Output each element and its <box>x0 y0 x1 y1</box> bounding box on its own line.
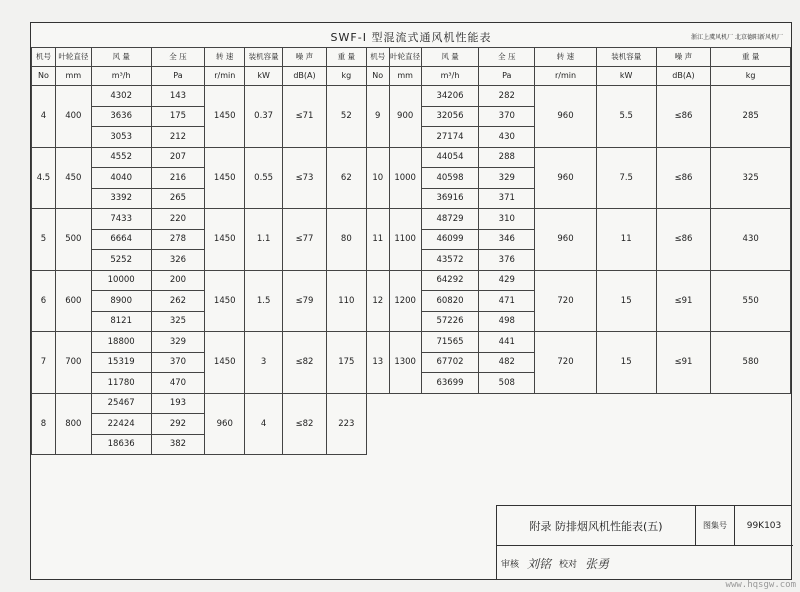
unit-noise-r: dB(A) <box>656 67 711 86</box>
fan-number: 4 <box>32 86 56 148</box>
pressure-value: 382 <box>151 434 205 455</box>
speed-value: 960 <box>535 209 597 271</box>
unit-row <box>32 67 791 86</box>
col-speed: 转 速 <box>205 48 245 67</box>
weight-value: 285 <box>711 86 791 148</box>
weight-value: 62 <box>326 147 366 209</box>
airflow-value: 64292 <box>421 270 479 291</box>
weight-value: 52 <box>326 86 366 148</box>
impeller-diameter: 450 <box>55 147 91 209</box>
manufacturer-note: 浙江上虞风机厂 北京德阳新风机厂 <box>691 34 783 41</box>
atlas-code: 99K103 <box>746 520 782 531</box>
col-model-r: 机号 <box>366 48 389 67</box>
airflow-value: 67702 <box>421 352 479 373</box>
power-value: 7.5 <box>596 147 656 209</box>
unit-weight: kg <box>326 67 366 86</box>
airflow-value: 60820 <box>421 291 479 312</box>
fan-number: 5 <box>32 209 56 271</box>
table-row <box>32 147 791 168</box>
impeller-diameter: 1100 <box>389 209 421 271</box>
impeller-diameter: 800 <box>55 393 91 455</box>
power-value: 3 <box>245 332 283 394</box>
airflow-value: 6664 <box>91 229 151 250</box>
pressure-value: 470 <box>151 373 205 394</box>
pressure-value: 376 <box>479 250 535 271</box>
col-noise: 噪 声 <box>283 48 327 67</box>
weight-value: 175 <box>326 332 366 394</box>
pressure-value: 325 <box>151 311 205 332</box>
title-block <box>496 505 792 580</box>
noise-value: ≤79 <box>283 270 327 332</box>
pressure-value: 508 <box>479 373 535 394</box>
speed-value: 720 <box>535 270 597 332</box>
pressure-value: 265 <box>151 188 205 209</box>
airflow-value: 4040 <box>91 168 151 189</box>
col-speed-r: 转 速 <box>535 48 597 67</box>
table-row <box>32 209 791 230</box>
pressure-value: 326 <box>151 250 205 271</box>
airflow-value: 57226 <box>421 311 479 332</box>
fan-number: 11 <box>366 209 389 271</box>
weight-value: 325 <box>711 147 791 209</box>
fan-number: 9 <box>366 86 389 148</box>
col-weight: 重 量 <box>326 48 366 67</box>
airflow-value: 3053 <box>91 127 151 148</box>
col-power-r: 装机容量 <box>596 48 656 67</box>
table-row <box>32 332 791 353</box>
unit-press: Pa <box>151 67 205 86</box>
fan-number: 6 <box>32 270 56 332</box>
airflow-value: 4302 <box>91 86 151 107</box>
check-label: 校对 <box>559 560 578 570</box>
airflow-value: 10000 <box>91 270 151 291</box>
airflow-value: 8900 <box>91 291 151 312</box>
airflow-value: 34206 <box>421 86 479 107</box>
pressure-value: 329 <box>151 332 205 353</box>
airflow-value: 40598 <box>421 168 479 189</box>
unit-model: No <box>32 67 56 86</box>
airflow-value: 22424 <box>91 414 151 435</box>
pressure-value: 207 <box>151 147 205 168</box>
fan-number: 10 <box>366 147 389 209</box>
unit-model-r: No <box>366 67 389 86</box>
pressure-value: 200 <box>151 270 205 291</box>
fan-number: 8 <box>32 393 56 455</box>
fan-number: 4.5 <box>32 147 56 209</box>
review-signature: 刘铭 <box>527 557 552 571</box>
power-value: 4 <box>245 393 283 455</box>
table-row <box>32 270 791 291</box>
col-dia-r: 叶轮直径 <box>389 48 421 67</box>
pressure-value: 216 <box>151 168 205 189</box>
airflow-value: 32056 <box>421 106 479 127</box>
impeller-diameter: 1300 <box>389 332 421 394</box>
speed-value: 960 <box>535 86 597 148</box>
impeller-diameter: 400 <box>55 86 91 148</box>
airflow-value: 18636 <box>91 434 151 455</box>
pressure-value: 471 <box>479 291 535 312</box>
pressure-value: 292 <box>151 414 205 435</box>
unit-power: kW <box>245 67 283 86</box>
airflow-value: 25467 <box>91 393 151 414</box>
pressure-value: 288 <box>479 147 535 168</box>
noise-value: ≤86 <box>656 209 711 271</box>
speed-value: 960 <box>535 147 597 209</box>
airflow-value: 18800 <box>91 332 151 353</box>
col-flow-r: 风 量 <box>421 48 479 67</box>
col-model: 机号 <box>32 48 56 67</box>
airflow-value: 71565 <box>421 332 479 353</box>
header-row <box>32 48 791 67</box>
col-noise-r: 噪 声 <box>656 48 711 67</box>
airflow-value: 46099 <box>421 229 479 250</box>
weight-value: 550 <box>711 270 791 332</box>
col-press-r: 全 压 <box>479 48 535 67</box>
impeller-diameter: 1000 <box>389 147 421 209</box>
pressure-value: 346 <box>479 229 535 250</box>
pressure-value: 329 <box>479 168 535 189</box>
weight-value: 430 <box>711 209 791 271</box>
performance-table <box>31 47 791 455</box>
atlas-number-label: 图集号 <box>696 506 735 545</box>
power-value: 15 <box>596 270 656 332</box>
power-value: 1.1 <box>245 209 283 271</box>
review-label: 审核 <box>501 560 520 570</box>
power-value: 11 <box>596 209 656 271</box>
pressure-value: 441 <box>479 332 535 353</box>
pressure-value: 310 <box>479 209 535 230</box>
impeller-diameter: 700 <box>55 332 91 394</box>
weight-value: 223 <box>326 393 366 455</box>
unit-dia-r: mm <box>389 67 421 86</box>
col-press: 全 压 <box>151 48 205 67</box>
impeller-diameter: 1200 <box>389 270 421 332</box>
unit-noise: dB(A) <box>283 67 327 86</box>
table-row <box>32 414 791 435</box>
pressure-value: 482 <box>479 352 535 373</box>
pressure-value: 193 <box>151 393 205 414</box>
noise-value: ≤86 <box>656 86 711 148</box>
pressure-value: 143 <box>151 86 205 107</box>
noise-value: ≤91 <box>656 332 711 394</box>
table-row <box>32 86 791 107</box>
pressure-value: 370 <box>479 106 535 127</box>
noise-value: ≤82 <box>283 332 327 394</box>
power-value: 1.5 <box>245 270 283 332</box>
noise-value: ≤82 <box>283 393 327 455</box>
noise-value: ≤77 <box>283 209 327 271</box>
pressure-value: 429 <box>479 270 535 291</box>
airflow-value: 4552 <box>91 147 151 168</box>
speed-value: 960 <box>205 393 245 455</box>
impeller-diameter: 900 <box>389 86 421 148</box>
airflow-value: 8121 <box>91 311 151 332</box>
speed-value: 1450 <box>205 86 245 148</box>
speed-value: 1450 <box>205 209 245 271</box>
airflow-value: 5252 <box>91 250 151 271</box>
power-value: 5.5 <box>596 86 656 148</box>
pressure-value: 278 <box>151 229 205 250</box>
pressure-value: 175 <box>151 106 205 127</box>
weight-value: 80 <box>326 209 366 271</box>
col-dia: 叶轮直径 <box>55 48 91 67</box>
watermark: www.hqsgw.com <box>725 580 796 590</box>
pressure-value: 498 <box>479 311 535 332</box>
airflow-value: 11780 <box>91 373 151 394</box>
fan-number: 13 <box>366 332 389 394</box>
fan-number: 7 <box>32 332 56 394</box>
impeller-diameter: 600 <box>55 270 91 332</box>
power-value: 15 <box>596 332 656 394</box>
speed-value: 1450 <box>205 147 245 209</box>
col-flow: 风 量 <box>91 48 151 67</box>
table-title: SWF-I 型混流式通风机性能表 <box>330 31 492 44</box>
airflow-value: 48729 <box>421 209 479 230</box>
unit-speed-r: r/min <box>535 67 597 86</box>
pressure-value: 370 <box>151 352 205 373</box>
speed-value: 720 <box>535 332 597 394</box>
unit-press-r: Pa <box>479 67 535 86</box>
unit-dia: mm <box>55 67 91 86</box>
unit-flow: m³/h <box>91 67 151 86</box>
unit-power-r: kW <box>596 67 656 86</box>
noise-value: ≤86 <box>656 147 711 209</box>
unit-speed: r/min <box>205 67 245 86</box>
impeller-diameter: 500 <box>55 209 91 271</box>
pressure-value: 371 <box>479 188 535 209</box>
noise-value: ≤71 <box>283 86 327 148</box>
airflow-value: 3392 <box>91 188 151 209</box>
col-power: 装机容量 <box>245 48 283 67</box>
airflow-value: 43572 <box>421 250 479 271</box>
airflow-value: 27174 <box>421 127 479 148</box>
weight-value: 110 <box>326 270 366 332</box>
check-signature: 张勇 <box>585 557 610 571</box>
unit-flow-r: m³/h <box>421 67 479 86</box>
power-value: 0.37 <box>245 86 283 148</box>
airflow-value: 36916 <box>421 188 479 209</box>
table-row <box>32 393 791 414</box>
title-block-title: 附录 防排烟风机性能表(五) <box>497 506 696 545</box>
airflow-value: 44054 <box>421 147 479 168</box>
airflow-value: 7433 <box>91 209 151 230</box>
pressure-value: 430 <box>479 127 535 148</box>
unit-weight-r: kg <box>711 67 791 86</box>
pressure-value: 262 <box>151 291 205 312</box>
pressure-value: 282 <box>479 86 535 107</box>
speed-value: 1450 <box>205 332 245 394</box>
noise-value: ≤91 <box>656 270 711 332</box>
pressure-value: 212 <box>151 127 205 148</box>
speed-value: 1450 <box>205 270 245 332</box>
noise-value: ≤73 <box>283 147 327 209</box>
fan-number: 12 <box>366 270 389 332</box>
airflow-value: 63699 <box>421 373 479 394</box>
airflow-value: 3636 <box>91 106 151 127</box>
power-value: 0.55 <box>245 147 283 209</box>
pressure-value: 220 <box>151 209 205 230</box>
airflow-value: 15319 <box>91 352 151 373</box>
drawing-sheet <box>30 22 792 580</box>
col-weight-r: 重 量 <box>711 48 791 67</box>
weight-value: 580 <box>711 332 791 394</box>
table-row <box>32 434 791 455</box>
